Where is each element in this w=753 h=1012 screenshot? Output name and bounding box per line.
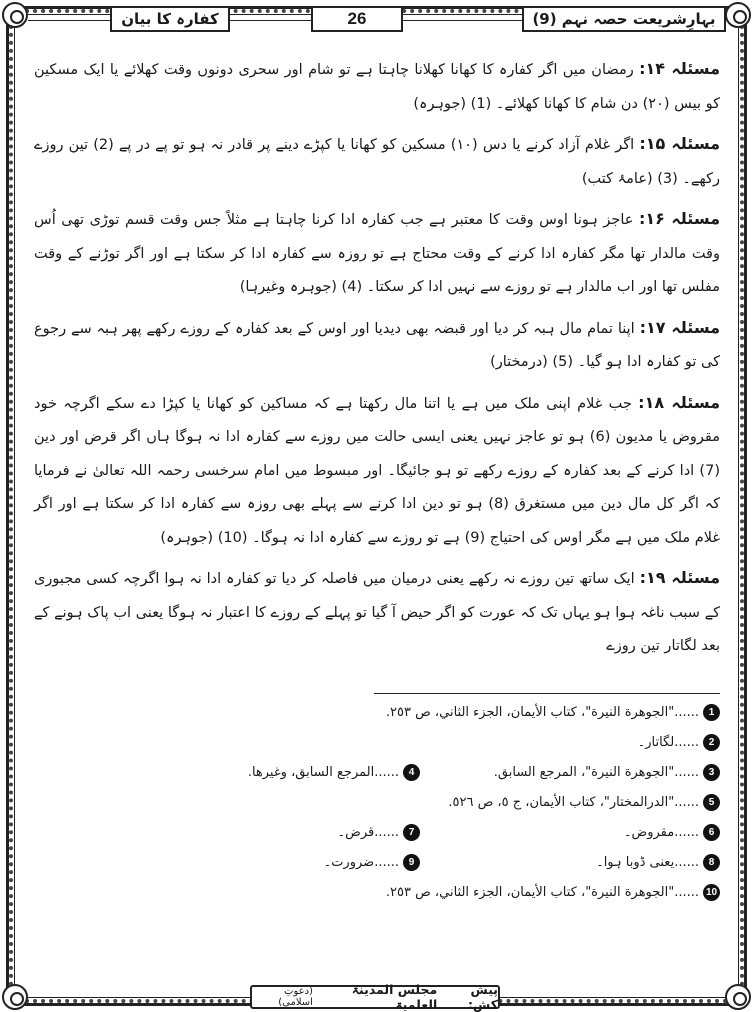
footnote [596,854,720,871]
masala-paragraph [34,127,720,196]
masala-text: اگر غلام آزاد کرنے یا دس (۱۰) مسکین کو کھانا یا کپڑے دینے پر قادر نہ ہو تو پے در پے (2) تین روزے رکھے۔ (3) (عامۂ کتب) [34,137,720,187]
footnote-number: 5 [703,794,720,811]
footnote-number: 4 [403,764,420,781]
footnote-row [34,700,720,730]
masala-label: مسئلہ ۱۸: [638,392,720,412]
footnote-text: ......"الجوهرة النيرة"، كتاب الأيمان، الجزء الثاني، ص ٢٥٣. [385,885,699,900]
page-body [34,52,720,664]
footer-sub: (دعوتِ اسلامی) [278,986,313,1008]
footnote [324,854,420,871]
masala-label: مسئلہ ۱۶: [638,209,721,228]
footnote [337,824,420,841]
masala-paragraph [34,386,720,556]
footnote-divider [374,693,720,694]
masala-paragraph [34,311,720,380]
masala-paragraph [34,561,720,664]
footnote-number: 6 [703,824,720,841]
footnote [448,794,720,811]
masala-label: مسئلہ ۱۵: [639,134,721,153]
footnote-number: 8 [703,854,720,871]
footnote-row [34,850,720,880]
page-footer [250,982,500,1012]
footnote [386,884,720,901]
footnote-row [34,790,720,820]
footnotes [34,700,720,910]
footnote [248,764,420,781]
footnote-number: 1 [703,704,720,721]
page-header [0,4,753,38]
masala-label: مسئلہ ۱۷: [639,317,721,337]
footnote-number: 2 [703,734,720,751]
footnote-text: ......"الجوهرة النيرة"، كتاب الأيمان، الجزء الثاني، ص ٢٥٣. [385,705,699,720]
footnote-number: 7 [403,824,420,841]
footnote-text: ......یعنی ڈوبا ہوا۔ [596,855,699,870]
masala-text: عاجز ہونا اوس وقت کا معتبر ہے جب کفارہ ادا کرنا چاہتا ہے مثلاً جس وقت قسم توڑی تھی اُس وقت مالدار تھا مگر کفارہ ادا کرنے کے وقت محتاج ہے تو روزہ سے کفارہ ادا کر سکتا ہے اور اگر توڑنے کے وقت مفلس تھا اور اب مالدار ہے تو روزے سے نہیں ادا کر سکتا۔ (4) (جوہرہ وغیرہا) [34,212,720,295]
masala-text: اپنا تمام مال ہبہ کر دیا اور قبضہ بھی دیدیا اور اوس کے بعد کفارہ کے روزے رکھے پھر ہبہ سے رجوع کی تو کفارہ ادا ہو گیا۔ (5) (درمختار) [34,320,720,370]
footnote-text: ......لگاتار۔ [637,735,699,750]
corner-ornament [2,984,28,1010]
footnote-text: ......المرجع السابق، وغيرها. [247,765,399,780]
section-title: کفارہ کا بیان [110,6,230,32]
footnote-number: 9 [403,854,420,871]
footnote-text: ......"الدرالمختار"، كتاب الأيمان، ج ٥، ص ٥٢٦. [448,795,699,810]
footnote [494,764,720,781]
masala-paragraph [34,52,720,121]
footnote [386,704,720,721]
footnote-text: ......مقروض۔ [623,825,699,840]
masala-text: جب غلام اپنی ملک میں ہے یا اتنا مال رکھتا ہے کہ مساکین کو کھانا یا کپڑا دے سکے اگرچہ خود مقروض یا مدیون (6) ہو تو عاجز نہیں یعنی ایسی حالت میں روزے سے کفارہ ادا نہ ہوگا ہاں اگر قرض اور دین (7) ادا کرنے کے بعد کفارہ کے روزے رکھے تو ہو جائیگا۔ اور مبسوط میں امام سرخسی رحمہ اللہ تعالیٰ نے فرمایا کہ اگر کل مال دین میں مستغرق (8) ہو تو دین ادا کرنے سے پہلے بھی روزہ سے کفارہ ادا کر سکتا ہے اور اگر غلام ملک میں ہے مگر اوس کی احتیاج (9) ہے تو روزے سے کفارہ ادا نہ ہوگا۔ (10) (جوہرہ) [34,395,721,546]
book-title: بہارِشریعت حصہ نہم (9) [522,6,726,32]
footnote [638,734,720,751]
footnote [624,824,720,841]
footer-presenter: پیش کش: [468,982,498,1012]
footnote-text: ......قرض۔ [337,825,399,840]
footnote-row [34,730,720,760]
masala-label: مسئلہ ۱۹: [639,568,721,587]
masala-text: ایک ساتھ تین روزے نہ رکھے یعنی درمیان میں فاصلہ کر دیا تو کفارہ ادا نہ ہوا اگرچہ کسی مجبوری کے سبب ناغہ ہوا ہو یہاں تک کہ عورت کو اگر حیض آ گیا تو پہلے کے روزے کا اعتبار نہ ہوگا یعنی اب پاک ہونے کے بعد لگاتار تین روزے [34,571,720,654]
footnote-text: ......"الجوهرة النيرة"، المرجع السابق. [493,765,699,780]
footnote-number: 3 [703,764,720,781]
masala-paragraph [34,202,720,305]
footnote-row [34,880,720,910]
masala-text: رمضان میں اگر کفارہ کا کھانا کھلانا چاہتا ہے تو شام اور سحری دونوں وقت کھلائے یا ایک مسکین کو بیس (۲۰) دن شام کا کھانا کھلائے۔ (1) (جوہرہ) [34,62,720,112]
masala-label: مسئلہ ۱۴: [639,59,720,78]
footer-publisher: مجلس المدینۃ العلمیۃ [351,982,438,1012]
footnote-row [34,820,720,850]
footnote-text: ......ضرورت۔ [323,855,399,870]
corner-ornament [725,984,751,1010]
footnote-row [34,760,720,790]
footnote-number: 10 [703,884,720,901]
page-number: 26 [311,6,403,32]
